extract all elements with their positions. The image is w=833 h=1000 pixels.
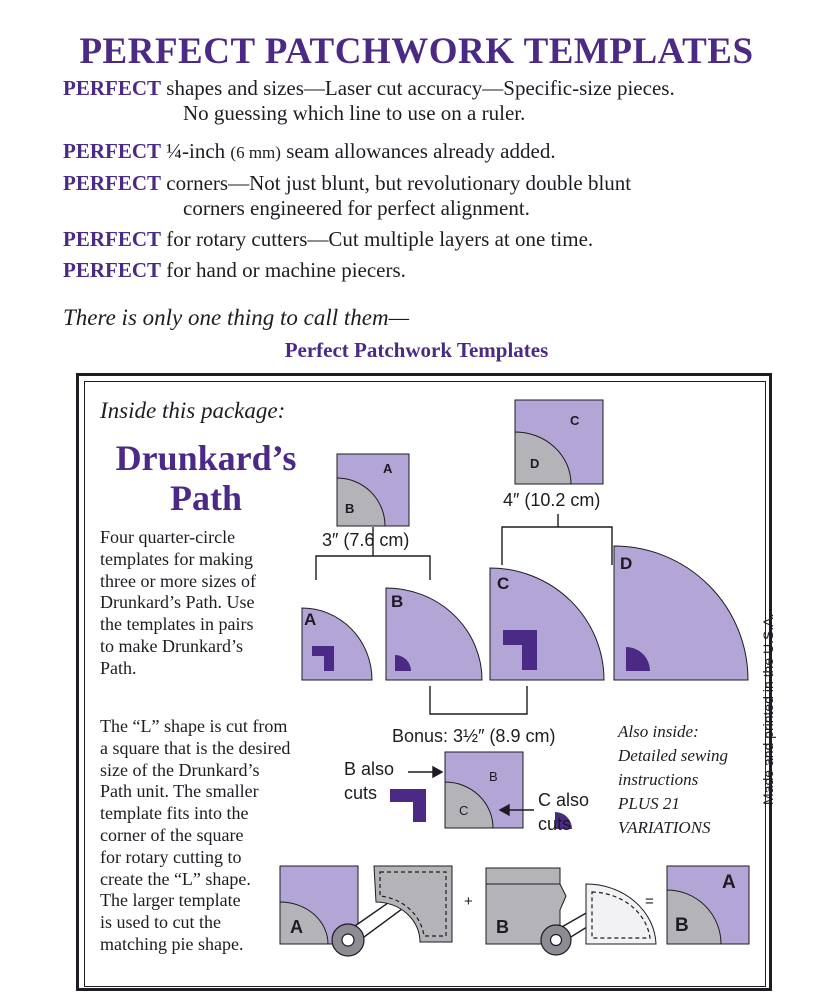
c-cuts-line: cuts xyxy=(538,814,572,834)
dimension-small: 3″ (7.6 cm) xyxy=(322,530,410,550)
description-line: Path. xyxy=(100,657,137,678)
l-shape-line: corner of the square xyxy=(100,824,244,845)
bracket-bonus xyxy=(430,686,527,714)
l-shape-line: create the “L” shape. xyxy=(100,868,251,889)
l-shape-line: size of the Drunkard’s xyxy=(100,759,260,780)
description-line: Four quarter-circle xyxy=(100,527,236,547)
b-also-cuts-label xyxy=(344,757,394,805)
square-cd-large xyxy=(515,400,603,484)
letter-a: A xyxy=(383,461,393,476)
inside-label: Inside this package: xyxy=(100,398,286,423)
l-shape-line: template fits into the xyxy=(100,803,249,824)
feature-text: for hand or machine piecers. xyxy=(166,258,406,282)
l-shape-line: is used to cut the xyxy=(100,912,221,933)
arrow-b-also xyxy=(408,767,442,777)
l-shape-line: The larger template xyxy=(100,890,241,911)
headline: PERFECT PATCHWORK TEMPLATES xyxy=(79,31,754,72)
description-line: Drunkard’s Path. Use xyxy=(100,592,255,613)
feature-text: shapes and sizes—Laser cut accuracy—Specific-size pieces. xyxy=(166,76,675,100)
letter-b: B xyxy=(345,501,355,516)
c-also-line: C also xyxy=(538,790,590,810)
l-shape-line: a square that is the desired xyxy=(100,737,291,758)
equals-sign: = xyxy=(645,893,654,910)
feature-text: ¼-inch xyxy=(166,139,226,163)
letter-c: C xyxy=(570,413,580,428)
feature-text-end: seam allowances already added. xyxy=(286,139,556,163)
step-letter-a: A xyxy=(290,917,303,937)
l-shape-line: for rotary cutting to xyxy=(100,846,242,867)
description-line: to make Drunkard’s xyxy=(100,635,243,656)
result-letter-b: B xyxy=(675,915,689,936)
feature-text: for rotary cutters—Cut multiple layers at one time. xyxy=(166,227,594,251)
b-cuts-line: cuts xyxy=(344,783,378,803)
feature-text-2: corners engineered for perfect alignment. xyxy=(183,196,530,220)
bonus-label: Bonus: 3½″ (8.9 cm) xyxy=(392,726,556,746)
c-also-cuts-label xyxy=(538,788,589,836)
result-letter-a: A xyxy=(722,872,736,893)
letter-d: D xyxy=(530,456,540,471)
description-line: the templates in pairs xyxy=(100,614,254,635)
also-inside-line: VARIATIONS xyxy=(618,818,711,837)
feature-text: corners—Not just blunt, but revolutionary double blunt xyxy=(166,171,632,195)
pattern-title-line1: Drunkard’s xyxy=(115,438,297,478)
template-label-c: C xyxy=(497,574,510,593)
subtitle: Perfect Patchwork Templates xyxy=(284,338,549,362)
also-inside-note xyxy=(618,720,728,840)
also-inside-line: instructions xyxy=(618,770,699,789)
made-in-usa-note: Made and printed in the U.S.A. xyxy=(760,613,776,805)
l-shape-b-cuts xyxy=(390,789,426,822)
step-letter-b: B xyxy=(496,917,509,937)
feature-keyword: PERFECT xyxy=(63,76,162,100)
feature-text-mm: (6 mm) xyxy=(230,143,281,162)
bonus-square xyxy=(445,752,523,828)
tagline: There is only one thing to call them— xyxy=(63,305,410,330)
feature-keyword: PERFECT xyxy=(63,227,162,251)
bracket-4in xyxy=(502,514,612,565)
also-inside-line: Also inside: xyxy=(618,722,699,741)
pattern-title-line2: Path xyxy=(170,478,242,518)
description-line: templates for making xyxy=(100,548,253,569)
bonus-letter-c: C xyxy=(459,803,469,818)
plus-sign: + xyxy=(464,893,473,910)
also-inside-line: Detailed sewing xyxy=(618,746,729,765)
feature-keyword: PERFECT xyxy=(63,139,162,163)
template-d xyxy=(614,546,748,680)
also-inside-line: PLUS 21 xyxy=(618,794,680,813)
l-shape-line: The “L” shape is cut from xyxy=(100,716,288,736)
template-label-a: A xyxy=(304,610,317,629)
template-label-d: D xyxy=(620,554,633,573)
b-also-line: B also xyxy=(344,759,395,779)
description-line: three or more sizes of xyxy=(100,570,256,591)
feature-keyword: PERFECT xyxy=(63,171,162,195)
l-shape-line: Path unit. The smaller xyxy=(100,781,259,802)
feature-keyword: PERFECT xyxy=(63,258,162,282)
feature-text-2: No guessing which line to use on a ruler. xyxy=(183,101,526,125)
l-shape-line: matching pie shape. xyxy=(100,933,244,954)
template-label-b: B xyxy=(391,592,404,611)
bonus-letter-b: B xyxy=(489,769,498,784)
dimension-large: 4″ (10.2 cm) xyxy=(503,490,601,510)
